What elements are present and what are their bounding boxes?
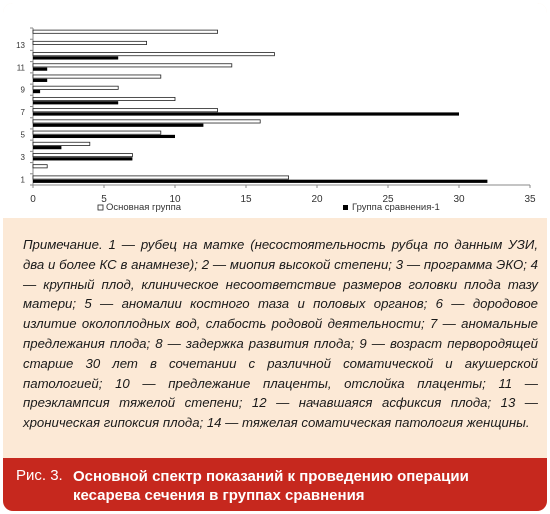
legend-swatch-comparison xyxy=(343,205,348,210)
bar-main-group xyxy=(33,131,161,134)
x-tick-label: 35 xyxy=(524,194,536,205)
bar-main-group xyxy=(33,97,175,100)
bar-main-group xyxy=(33,153,132,156)
bar-comparison-group xyxy=(33,101,118,104)
y-tick-label: 3 xyxy=(20,152,25,162)
bar-main-group xyxy=(33,176,289,179)
legend-label-main: Основная группа xyxy=(106,202,181,213)
bar-comparison-group xyxy=(33,68,47,71)
y-tick-label: 1 xyxy=(20,175,25,185)
legend-label-comparison: Группа сравнения-1 xyxy=(352,202,440,213)
bar-main-group xyxy=(33,120,260,123)
bar-main-group xyxy=(33,165,47,168)
x-tick-label: 15 xyxy=(240,194,252,205)
bar-main-group xyxy=(33,75,161,78)
x-tick-label: 5 xyxy=(101,194,107,205)
y-tick-label: 13 xyxy=(16,40,25,50)
legend-swatch-main xyxy=(98,205,103,210)
bar-comparison-group xyxy=(33,112,459,115)
bar-comparison-group xyxy=(33,56,118,59)
bar-main-group xyxy=(33,142,90,145)
bar-main-group xyxy=(33,41,147,44)
bar-comparison-group xyxy=(33,146,61,149)
bar-chart xyxy=(3,3,547,218)
bar-comparison-group xyxy=(33,157,132,160)
x-tick-label: 10 xyxy=(169,194,181,205)
x-tick-label: 20 xyxy=(311,194,323,205)
bar-main-group xyxy=(33,30,218,33)
chart-area xyxy=(3,3,547,218)
bar-main-group xyxy=(33,86,118,89)
x-tick-label: 25 xyxy=(382,194,394,205)
y-tick-label: 7 xyxy=(20,108,25,118)
figure-caption xyxy=(3,458,547,511)
caption-prefix: Рис. 3. xyxy=(16,467,63,484)
bar-main-group xyxy=(33,53,274,56)
bar-comparison-group xyxy=(33,135,175,138)
x-tick-label: 0 xyxy=(30,194,36,205)
y-tick-label: 9 xyxy=(20,85,25,95)
bar-main-group xyxy=(33,109,218,112)
figure-note: Примечание. 1 — рубец на матке (несостоятельность рубца по данным УЗИ, два и более КС в анамнезе); 2 — миопия высокой степени; 3 — программа ЭКО; 4 — крупный плод, клиническое несоответствие размеров головки плода тазу матери; 5 — аномалии костного таза и половых органов; 6 — дородовое излитие околоплодных вод, слабость родовой деятельности; 7 — аномальные предлежания плода; 8 — задержка развития плода; 9 — возраст первородящей старше 30 лет в сочетании с различной соматической и акушерской патологией; 10 — предлежание плаценты, отслойка плаценты; 11 — преэклампсия тяжелой степени; 12 — начавшаяся асфиксия плода; 13 — хроническая гипоксия плода; 14 — тяжелая соматическая патология женщины. xyxy=(23,237,538,431)
y-tick-label: 5 xyxy=(20,130,25,140)
x-tick-label: 30 xyxy=(453,194,465,205)
bar-comparison-group xyxy=(33,90,40,93)
bar-comparison-group xyxy=(33,79,47,82)
y-tick-label: 11 xyxy=(16,63,25,73)
figure-panel xyxy=(3,3,547,511)
bar-comparison-group xyxy=(33,124,203,127)
bar-comparison-group xyxy=(33,180,487,183)
caption-title: Основной спектр показаний к проведению операции кесарева сечения в группах сравнения xyxy=(73,468,469,504)
bar-main-group xyxy=(33,64,232,67)
